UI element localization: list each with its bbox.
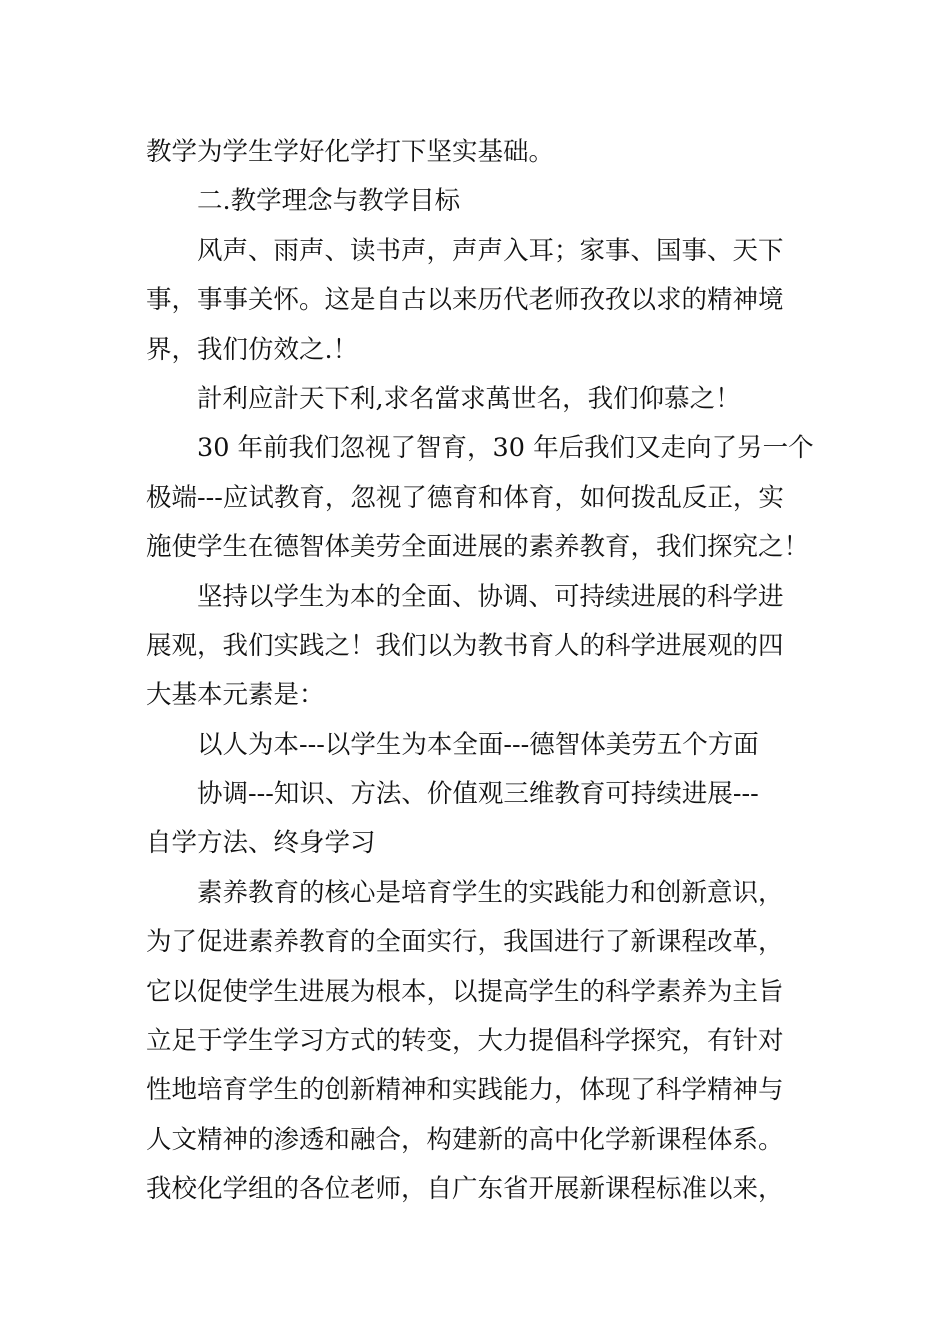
text-line-8: 极端---应试教育，忽视了德育和体育，如何拨乱反正，实: [146, 482, 784, 513]
text-line-12: 大基本元素是：: [146, 680, 325, 711]
text-line-4: 事，事事关怀。这是自古以来历代老师孜孜以求的精神境: [146, 285, 784, 316]
text-line-1: 教学为学生学好化学打下坚实基础。: [146, 137, 555, 167]
document-body: [146, 128, 814, 1215]
text-line-6: 計利应計天下利,求名當求萬世名，我们仰慕之！: [197, 383, 741, 414]
text-line-11: 展观，我们实践之！我们以为教书育人的科学进展观的四: [146, 630, 784, 661]
text-line-17: 为了促进素养教育的全面实行，我国进行了新课程改革，: [146, 927, 784, 958]
text-line-5: 界，我们仿效之.！: [146, 334, 359, 365]
text-line-10: 坚持以学生为本的全面、协调、可持续进展的科学进: [197, 581, 784, 612]
text-line-14: 协调---知识、方法、价值观三维教育可持续进展---: [197, 779, 759, 810]
text-line-15: 自学方法、终身学习: [146, 828, 376, 859]
text-line-19: 立足于学生学习方式的转变，大力提倡科学探究，有针对: [146, 1026, 784, 1057]
text-line-3: 风声、雨声、读书声，声声入耳；家事、国事、天下: [197, 235, 784, 266]
text-line-20: 性地培育学生的创新精神和实践能力，体现了科学精神与: [146, 1075, 784, 1106]
text-line-9: 施使学生在德智体美劳全面进展的素养教育，我们探究之！: [146, 532, 810, 563]
text-line-7: 30 年前我们忽视了智育，30 年后我们又走向了另一个: [197, 433, 814, 464]
text-line-22: 我校化学组的各位老师，自广东省开展新课程标准以来，: [146, 1174, 784, 1205]
text-line-21: 人文精神的渗透和融合，构建新的高中化学新课程体系。: [146, 1124, 784, 1155]
text-line-13: 以人为本---以学生为本全面---德智体美劳五个方面: [197, 729, 759, 760]
text-line-16: 素养教育的核心是培育学生的实践能力和创新意识，: [197, 877, 784, 908]
section-heading: 二.教学理念与教学目标: [197, 186, 461, 217]
text-line-18: 它以促使学生进展为根本，以提高学生的科学素养为主旨: [146, 976, 784, 1007]
